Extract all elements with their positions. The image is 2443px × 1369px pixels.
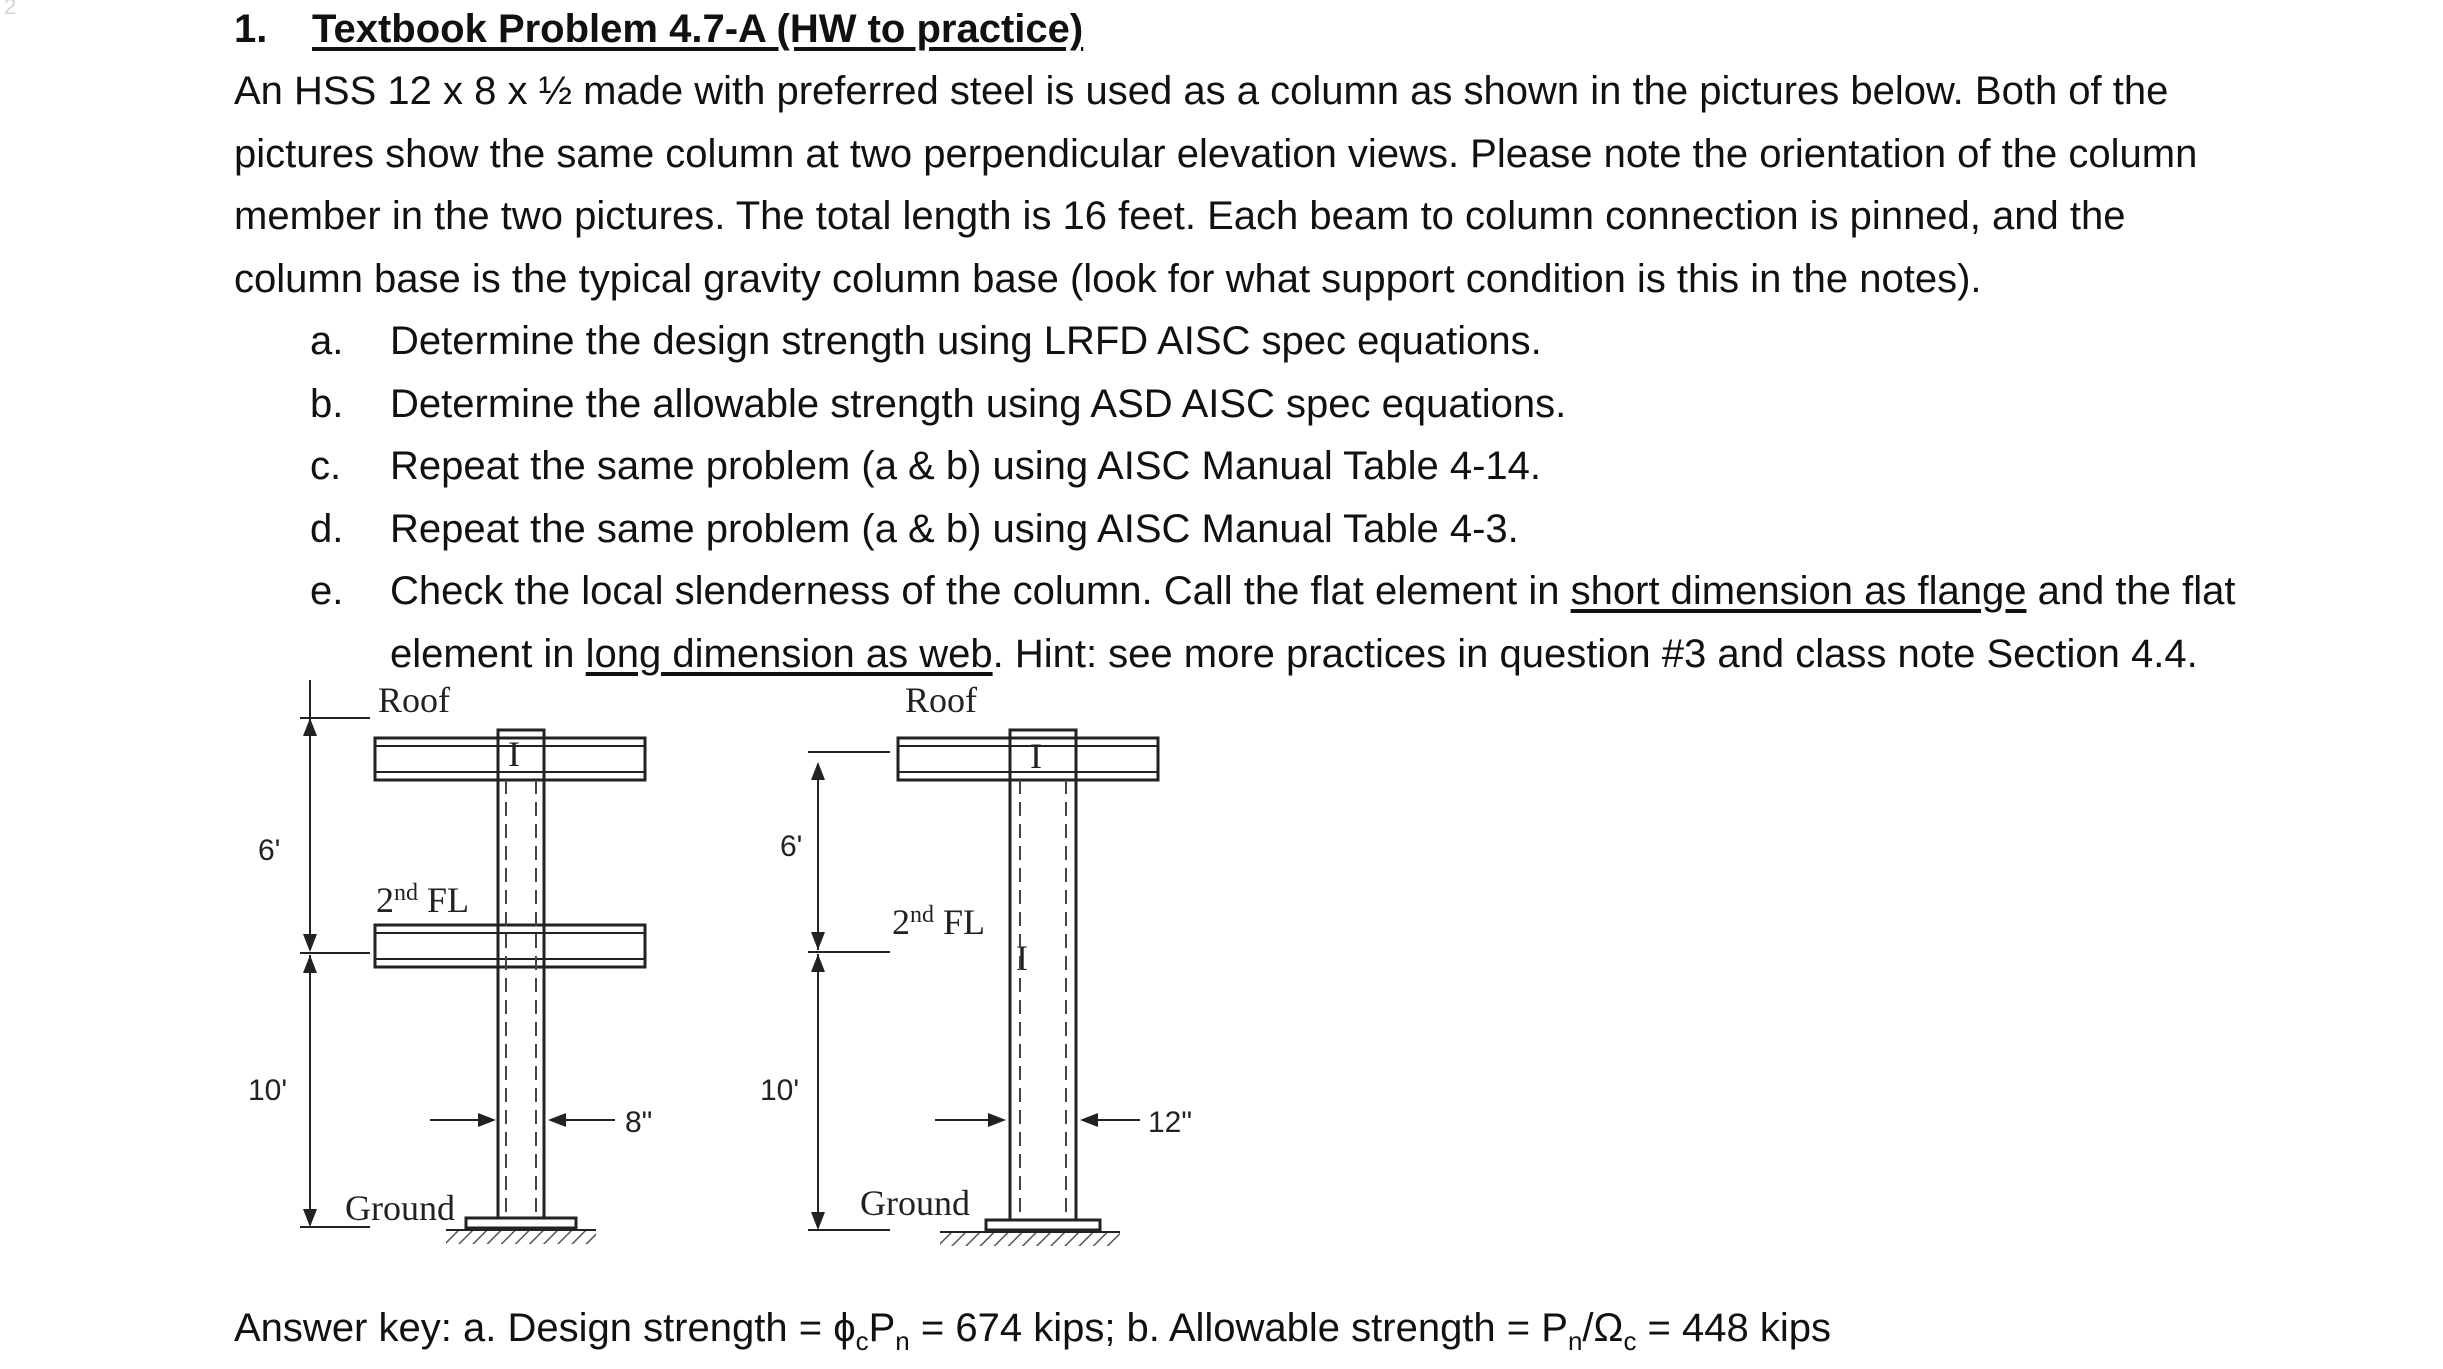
svg-text:I: I: [508, 734, 520, 774]
p-symbol: P: [1541, 1306, 1568, 1350]
task-item-b: [310, 373, 2430, 436]
problem-title: Textbook Problem 4.7-A (HW to practice): [312, 7, 1084, 51]
description-line: member in the two pictures. The total length is 16 feet. Each beam to column connection is pinned, and the: [234, 194, 2126, 238]
answer-text-3: = 448 kips: [1636, 1306, 1832, 1350]
right-width-arrowhead-right: [1080, 1113, 1098, 1127]
task-text: . Hint: see more practices in question #3 and class note Section 4.4.: [992, 631, 2198, 676]
right-elevation: [760, 680, 1192, 1246]
p-symbol: P: [868, 1306, 896, 1350]
left-dim-arrow-top: [303, 718, 317, 736]
right-base-plate: [986, 1220, 1100, 1230]
right-roof-label: Roof: [905, 680, 977, 720]
right-ground-hatch: [940, 1232, 1120, 1246]
left-width-arrowhead-left: [478, 1113, 496, 1127]
left-dim-lower-label: 10': [248, 1074, 288, 1107]
task-text: and the flat: [2026, 569, 2236, 613]
left-column: [498, 730, 544, 1218]
right-dim-arrow-bottom: [811, 1212, 825, 1230]
task-text: Determine the allowable strength using ASD AISC spec equations.: [390, 381, 1567, 426]
left-floor-label: 2nd FL: [376, 880, 470, 920]
problem-description: [234, 60, 2434, 310]
task-text: Repeat the same problem (a & b) using AISC Manual Table 4-3.: [390, 506, 1519, 551]
right-width-arrowhead-left: [988, 1113, 1006, 1127]
right-dim-lower-label: 10': [760, 1074, 800, 1107]
task-list: [310, 310, 2430, 685]
left-width-label: 8": [625, 1106, 653, 1139]
problem-number: 1.: [234, 7, 268, 51]
answer-text-1: Answer key: a. Design strength =: [234, 1306, 834, 1350]
right-dim-arrow-top: [811, 762, 825, 780]
task-text: Check the local slenderness of the column. Call the flat element in: [390, 569, 1571, 613]
task-marker: d.: [310, 506, 344, 551]
right-ground-label: Ground: [860, 1183, 970, 1223]
subscript-n: n: [895, 1326, 910, 1356]
left-roof-label: Roof: [378, 680, 450, 720]
left-dim-arrow-mid-down: [303, 955, 317, 973]
left-dim-arrow-bottom: [303, 1209, 317, 1227]
right-width-label: 12": [1148, 1106, 1193, 1139]
svg-text:I: I: [1030, 736, 1042, 776]
left-ground-hatch: [446, 1230, 596, 1244]
column-elevation-figure: [230, 680, 1210, 1260]
right-dim-arrow-mid-down: [811, 954, 825, 972]
phi-symbol: ϕ: [833, 1306, 856, 1350]
task-marker: c.: [310, 444, 342, 488]
problem-heading: [234, 2, 1083, 56]
flange-definition: short dimension as flange: [1570, 569, 2027, 613]
answer-text-2: = 674 kips; b. Allowable strength =: [909, 1306, 1542, 1350]
left-floor-beam: [375, 925, 645, 967]
task-marker: a.: [310, 319, 344, 363]
left-dim-upper-label: 6': [258, 834, 281, 867]
task-item-d: [310, 498, 2430, 561]
web-definition: long dimension as web: [585, 631, 993, 676]
left-base-plate: [466, 1218, 576, 1228]
page-corner-mark: 2: [4, 0, 17, 19]
column-elevation-svg: [230, 680, 1210, 1260]
left-ground-label: Ground: [345, 1188, 455, 1228]
left-dim-arrow-mid-up: [303, 934, 317, 952]
task-item-a: [310, 310, 2430, 373]
right-floor-beam-section: I: [1016, 938, 1028, 978]
task-text: Repeat the same problem (a & b) using AISC Manual Table 4-14.: [390, 444, 1542, 488]
description-line: An HSS 12 x 8 x ½ made with preferred steel is used as a column as shown in the pictures below. Both of the: [234, 69, 2169, 113]
right-dim-arrow-mid-up: [811, 932, 825, 950]
right-roof-beam: [898, 738, 1158, 780]
task-text: element in: [390, 631, 586, 676]
task-item-e: [310, 560, 2430, 685]
subscript-n: n: [1567, 1326, 1583, 1356]
subscript-c: c: [1623, 1326, 1637, 1356]
task-text: Determine the design strength using LRFD AISC spec equations.: [390, 319, 1542, 363]
left-width-arrowhead-right: [548, 1113, 566, 1127]
omega-symbol: /Ω: [1582, 1306, 1624, 1350]
subscript-c: c: [855, 1326, 869, 1356]
task-marker: e.: [310, 569, 344, 613]
description-line: pictures show the same column at two perpendicular elevation views. Please note the orientation of the column: [234, 131, 2198, 176]
task-marker: b.: [310, 381, 344, 426]
description-line: column base is the typical gravity column base (look for what support condition is this in the notes).: [234, 256, 1982, 301]
task-item-c: [310, 435, 2430, 498]
right-floor-label: 2nd FL: [892, 902, 986, 942]
right-dim-upper-label: 6': [780, 830, 803, 863]
left-elevation: [248, 680, 652, 1244]
